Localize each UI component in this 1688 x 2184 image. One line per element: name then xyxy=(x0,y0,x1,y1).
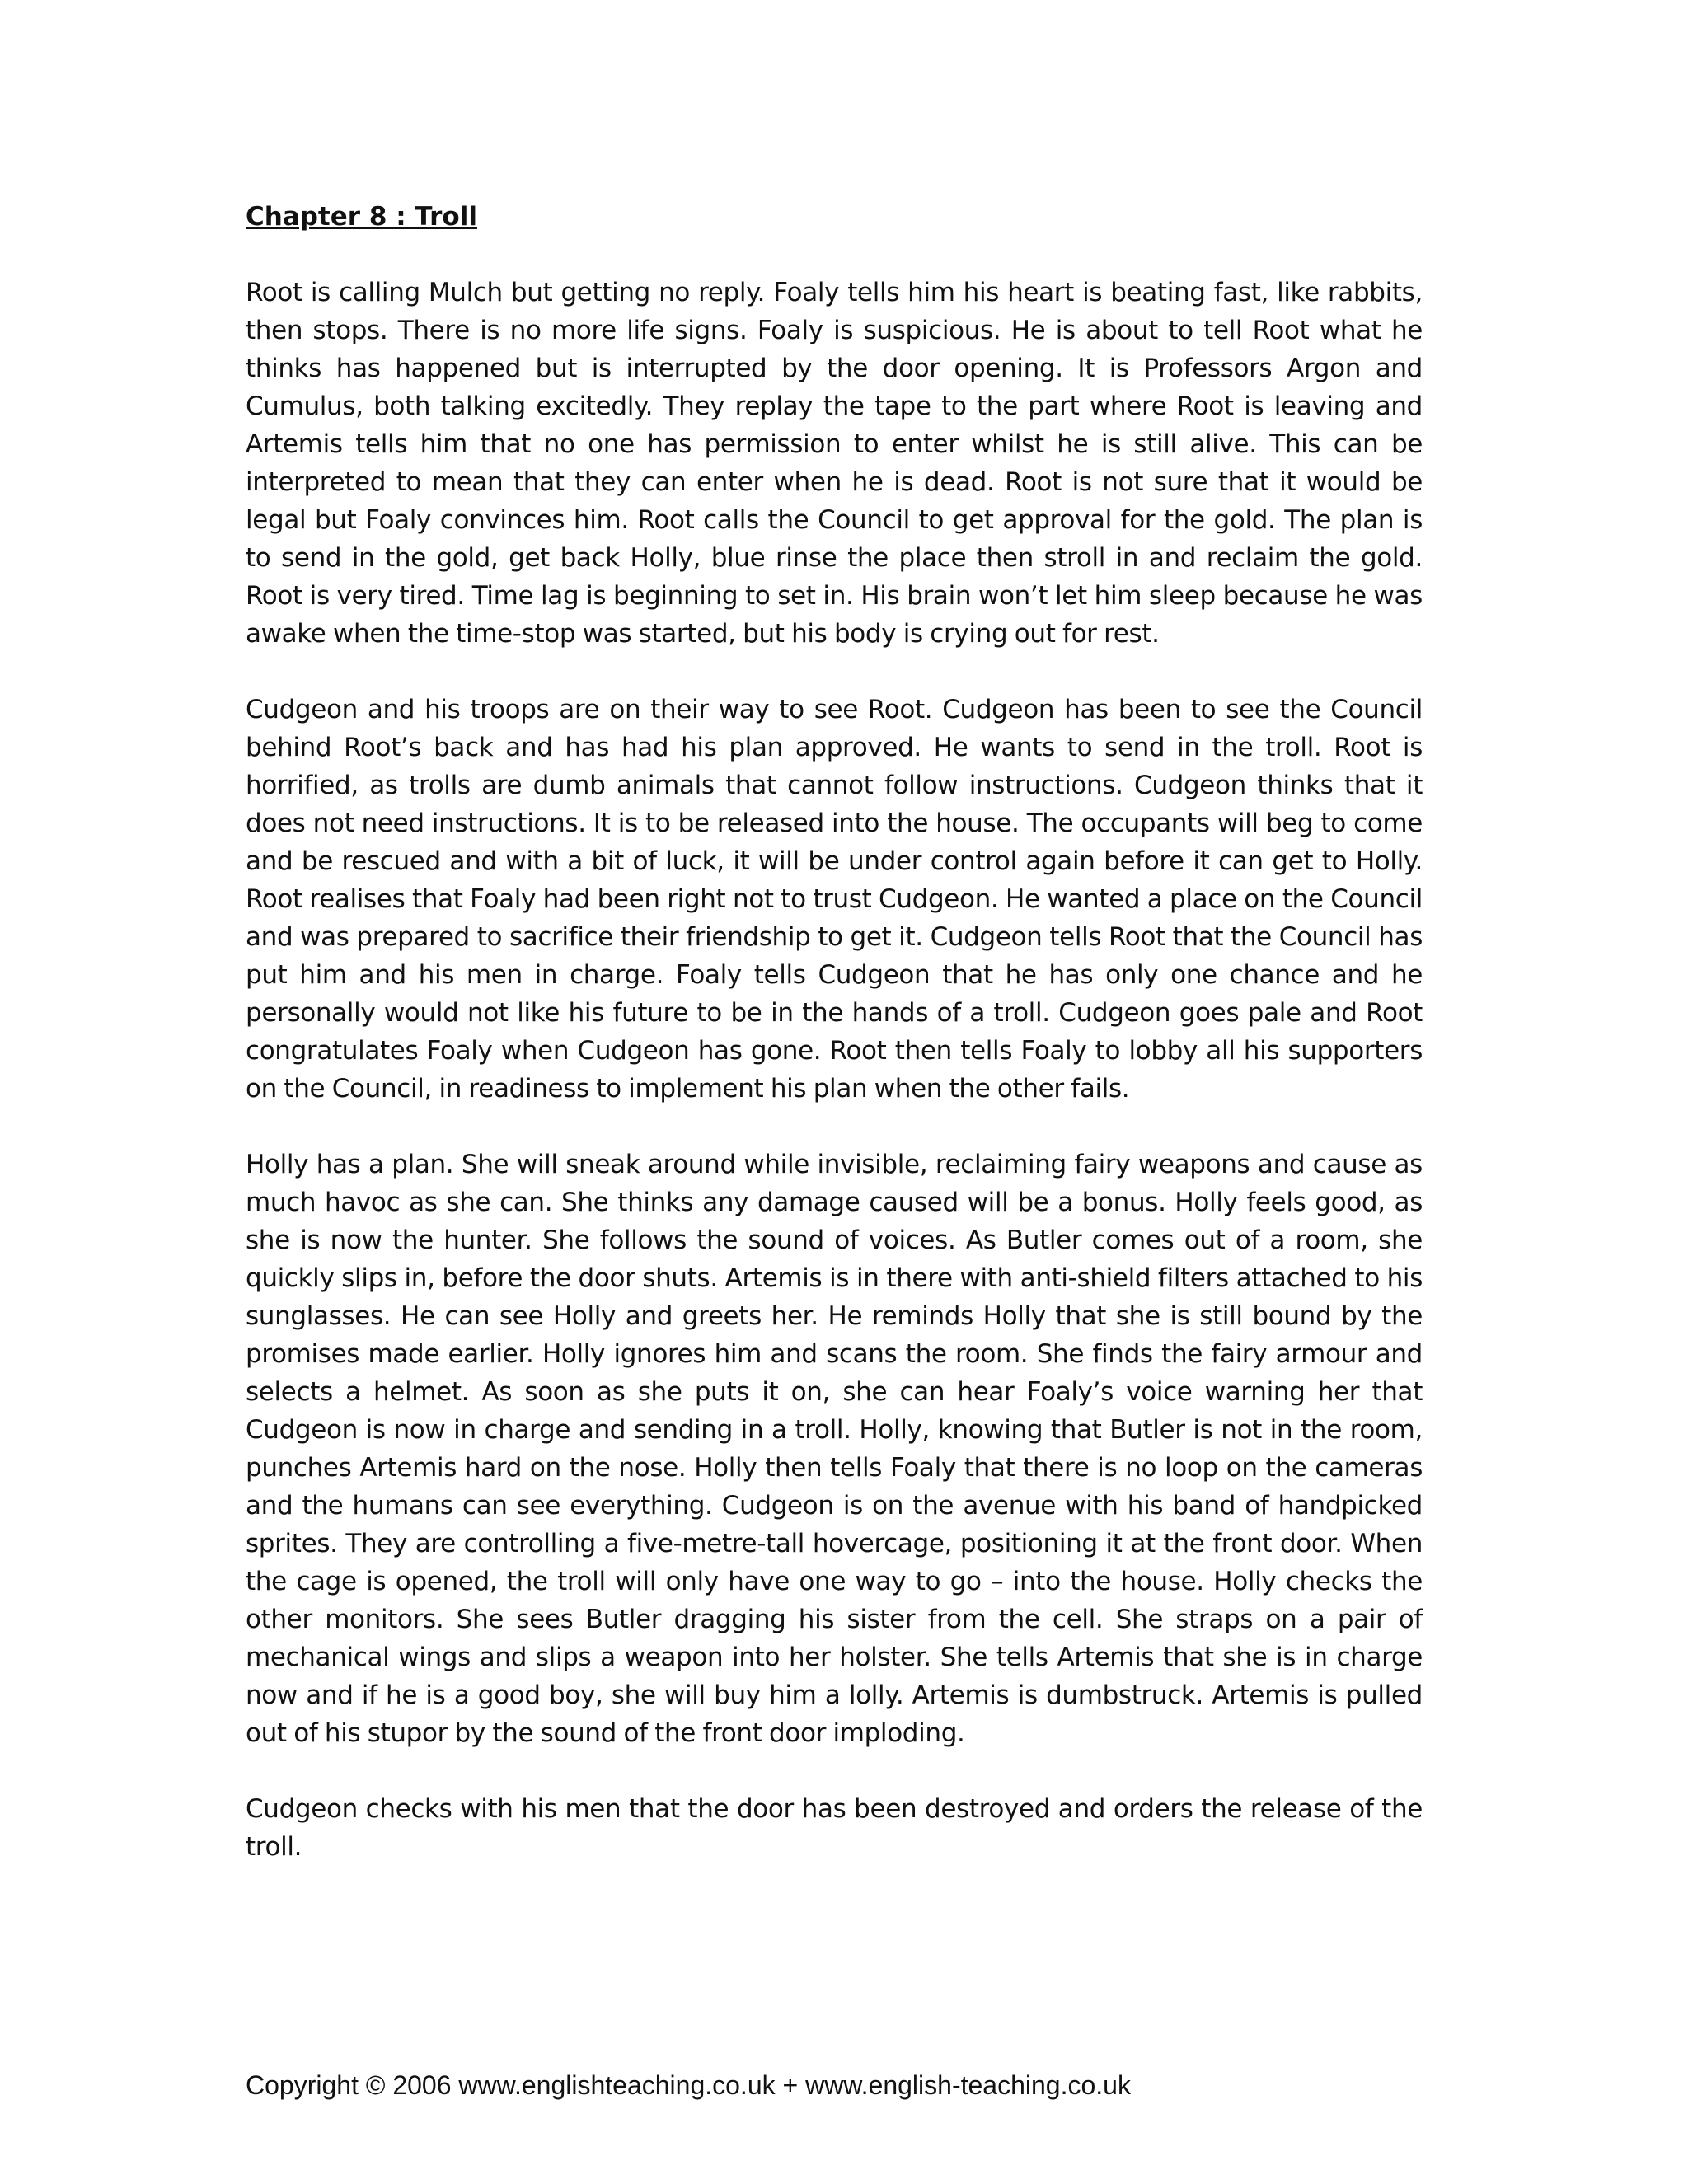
paragraph-cudgeon-troops: Cudgeon and his troops are on their way to see Root. Cudgeon has been to see the Council behind Root’s back and has had his plan approved. He wants to send in the troll. Root is horrified, as trolls are dumb animals that cannot follow instructions. Cudgeon thinks that it does not need instructions. It is to be released into the house. The occupants will beg to come and be rescued and with a bit of luck, it will be under control again before it can get to Holly. Root realises that Foaly had been right not to trust Cudgeon. He wanted a place on the Council and was prepared to sacrifice their friendship to get it. Cudgeon tells Root that the Council has put him and his men in charge. Foaly tells Cudgeon that he has only one chance and he personally would not like his future to be in the hands of a troll. Cudgeon goes pale and Root congratulates Foaly when Cudgeon has gone. Root then tells Foaly to lobby all his supporters on the Council, in readiness to implement his plan when the other fails. xyxy=(246,695,1423,1104)
chapter-title: Chapter 8 : Troll xyxy=(246,202,477,232)
document-body xyxy=(246,198,1423,1904)
copyright-footer: Copyright © 2006 www.englishteaching.co.uk + www.english-teaching.co.uk xyxy=(246,2070,1131,2100)
paragraph-holly-plan: Holly has a plan. She will sneak around while invisible, reclaiming fairy weapons and cause as much havoc as she can. She thinks any damage caused will be a bonus. Holly feels good, as she is now the hunter. She follows the sound of voices. As Butler comes out of a room, she quickly slips in, before the door shuts. Artemis is in there with anti-shield filters attached to his sunglasses. He can see Holly and greets her. He reminds Holly that she is still bound by the promises made earlier. Holly ignores him and scans the room. She finds the fairy armour and selects a helmet. As soon as she puts it on, she can hear Foaly’s voice warning her that Cudgeon is now in charge and sending in a troll. Holly, knowing that Butler is not in the room, punches Artemis hard on the nose. Holly then tells Foaly that there is no loop on the cameras and the humans can see everything. Cudgeon is on the avenue with his band of handpicked sprites. They are controlling a five-metre-tall hovercage, positioning it at the front door. When the cage is opened, the troll will only have one way to go – into the house. Holly checks the other monitors. She sees Butler dragging his sister from the cell. She straps on a pair of mechanical wings and slips a weapon into her holster. She tells Artemis that she is in charge now and if he is a good boy, she will buy him a lolly. Artemis is dumbstruck. Artemis is pulled out of his stupor by the sound of the front door imploding. xyxy=(246,1150,1423,1748)
paragraph-root-calls-mulch: Root is calling Mulch but getting no reply. Foaly tells him his heart is beating fast, like rabbits, then stops. There is no more life signs. Foaly is suspicious. He is about to tell Root what he thinks has happened but is interrupted by the door opening. It is Professors Argon and Cumulus, both talking excitedly. They replay the tape to the part where Root is leaving and Artemis tells him that no one has permission to enter whilst he is still alive. This can be interpreted to mean that they can enter when he is dead. Root is not sure that it would be legal but Foaly convinces him. Root calls the Council to get approval for the gold. The plan is to send in the gold, get back Holly, blue rinse the place then stroll in and reclaim the gold. Root is very tired. Time lag is beginning to set in. His brain won’t let him sleep because he was awake when the time-stop was started, but his body is crying out for rest. xyxy=(246,278,1423,649)
paragraph-troll-release: Cudgeon checks with his men that the door has been destroyed and orders the release of the troll. xyxy=(246,1794,1423,1862)
